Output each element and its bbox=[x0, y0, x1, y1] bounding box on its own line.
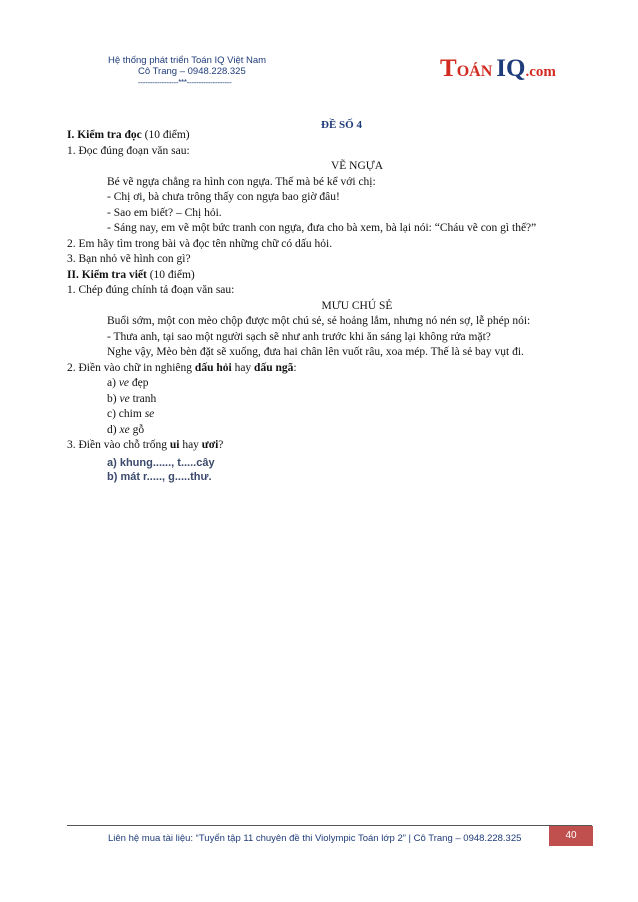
story-title-2: MƯU CHÚ SẺ bbox=[321, 299, 393, 312]
section-2-q2: 2. Điền vào chữ in nghiêng dấu hỏi hay dấu ngã: bbox=[67, 361, 297, 374]
header-line-3: -----------------***------------------- bbox=[138, 78, 232, 87]
page-header bbox=[108, 55, 266, 88]
fill-item-c: c) chim se bbox=[107, 408, 155, 420]
toaniq-logo: TOÁN IQ.com bbox=[440, 55, 556, 82]
handwritten-exercise-image bbox=[67, 456, 607, 484]
section-1-q1: 1. Đọc đúng đoạn văn sau: bbox=[67, 144, 190, 157]
section-2-heading: II. Kiểm tra viết (10 điểm) bbox=[67, 268, 195, 281]
section-1-q3: 3. Bạn nhỏ vẽ hình con gì? bbox=[67, 253, 191, 265]
story-1-line: - Sáng nay, em vẽ một bức tranh con ngựa, đưa cho bà xem, bà lại nói: “Cháu vẽ con gì thế?” bbox=[107, 222, 537, 234]
footer-text: Liên hệ mua tài liệu: “Tuyển tập 11 chuyên đề thi Violympic Toán lớp 2” | Cô Trang – 0948.228.325 bbox=[108, 833, 522, 844]
handwritten-line-b: b) mát r....., g.....thư. bbox=[107, 470, 212, 483]
story-2-line: - Thưa anh, tại sao một người sạch sẽ như anh trước khi ăn sáng lại không rửa mặt? bbox=[107, 330, 491, 343]
fill-item-b: b) ve tranh bbox=[107, 392, 157, 405]
page-number: 40 bbox=[549, 826, 593, 846]
section-2-q3: 3. Điền vào chỗ trống ui hay ươi? bbox=[67, 439, 224, 451]
section-2-q1: 1. Chép đúng chính tả đoạn văn sau: bbox=[67, 284, 235, 296]
story-2-line: Nghe vậy, Mèo bèn đặt sẽ xuống, đưa hai chân lên vuốt râu, xoa mép. Thế là sẻ bay vụt đi. bbox=[107, 346, 524, 358]
story-1-line: - Sao em biết? – Chị hỏi. bbox=[107, 206, 222, 219]
fill-item-a: a) ve đẹp bbox=[107, 377, 149, 389]
story-2-line: Buổi sớm, một con mèo chộp được một chú sẻ, sẻ hoảng lắm, nhưng nó nén sợ, lễ phép nói: bbox=[107, 315, 531, 327]
story-title-1: VẼ NGỰA bbox=[330, 160, 384, 172]
story-1-line: - Chị ơi, bà chưa trông thấy con ngựa bao giờ đâu! bbox=[107, 191, 340, 203]
exam-content bbox=[67, 128, 607, 484]
header-line-1: Hệ thống phát triển Toán IQ Việt Nam bbox=[108, 55, 267, 66]
story-1-line: Bé vẽ ngựa chẳng ra hình con ngựa. Thế mà bé kể với chị: bbox=[107, 175, 376, 188]
section-1-heading: I. Kiểm tra đọc (10 điểm) bbox=[67, 129, 190, 141]
footer-divider bbox=[67, 825, 592, 826]
fill-item-d: d) xe gỗ bbox=[107, 423, 145, 436]
handwritten-line-a: a) khung......, t.....cây bbox=[107, 456, 215, 469]
header-line-2: Cô Trang – 0948.228.325 bbox=[138, 66, 246, 77]
exam-title: ĐỀ SỐ 4 bbox=[321, 119, 362, 131]
section-1-q2: 2. Em hãy tìm trong bài và đọc tên những chữ có dấu hỏi. bbox=[67, 237, 333, 250]
